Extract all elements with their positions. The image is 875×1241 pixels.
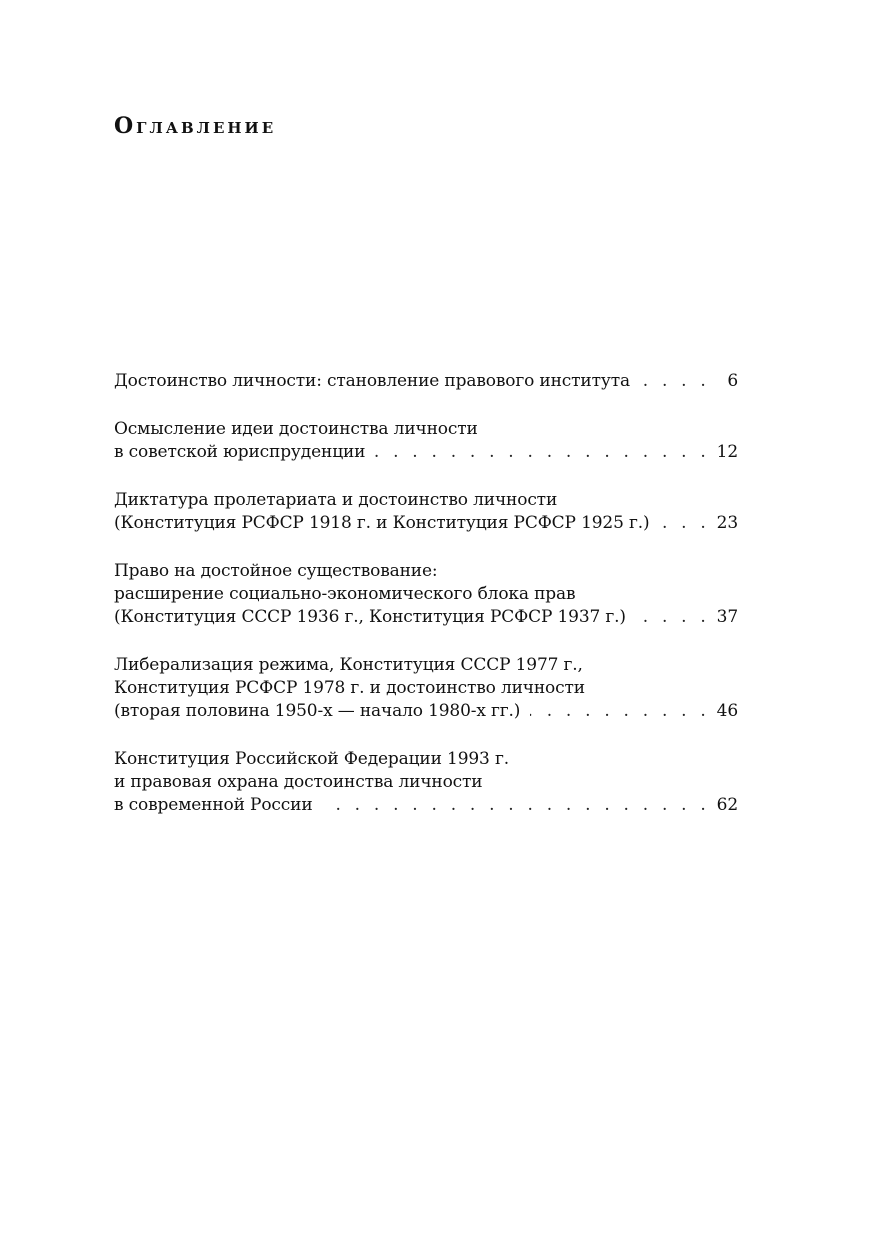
toc-entry-title-line: Достоинство личности: становление правового института: [114, 371, 630, 391]
toc-page-number: 6: [727, 371, 738, 391]
toc-page-number: 46: [716, 701, 738, 721]
toc-entry-title-line: и правовая охрана достоинства личности: [114, 772, 483, 792]
dot-leader: [530, 700, 710, 723]
toc-entry-title-line: в советской юриспруденции: [114, 442, 366, 462]
dot-leader: [659, 512, 710, 535]
toc-entry[interactable]: [114, 654, 738, 723]
toc-entry-title-line: Осмысление идеи достоинства личности: [114, 419, 478, 439]
page-title: Оглавление: [114, 113, 277, 139]
toc-page-number: 62: [716, 795, 738, 815]
toc-entry-title-line: Конституция РСФСР 1978 г. и достоинство личности: [114, 678, 585, 698]
toc-entry-title-line: расширение социально-экономического блока прав: [114, 584, 576, 604]
toc-entry-last-line: [114, 512, 738, 535]
dot-leader: [323, 794, 710, 817]
toc-page-number: 37: [716, 607, 738, 627]
toc-page-number: 23: [716, 513, 738, 533]
toc-entry[interactable]: [114, 748, 738, 817]
toc-entry[interactable]: [114, 370, 738, 393]
toc-entry[interactable]: [114, 560, 738, 629]
toc-entry-last-line: [114, 370, 738, 393]
toc-entry-title-line: Конституция Российской Федерации 1993 г.: [114, 749, 509, 769]
toc-entry-last-line: [114, 794, 738, 817]
toc-entry-last-line: [114, 606, 738, 629]
toc-page-number: 12: [716, 442, 738, 462]
toc-entry-title-line: (Конституция РСФСР 1918 г. и Конституция РСФСР 1925 г.): [114, 513, 650, 533]
table-of-contents: [114, 370, 738, 842]
toc-entry-title-line: Диктатура пролетариата и достоинство личности: [114, 490, 558, 510]
toc-entry-title-line: Либерализация режима, Конституция СССР 1977 г.,: [114, 655, 583, 675]
toc-entry-last-line: [114, 700, 738, 723]
toc-entry[interactable]: [114, 418, 738, 464]
toc-entry-title-line: Право на достойное существование:: [114, 561, 438, 581]
toc-entry[interactable]: [114, 489, 738, 535]
toc-entry-title-line: (Конституция СССР 1936 г., Конституция РСФСР 1937 г.): [114, 607, 626, 627]
toc-entry-title-line: в современной России: [114, 795, 313, 815]
dot-leader: [375, 441, 710, 464]
dot-leader: [640, 370, 710, 393]
toc-entry-last-line: [114, 441, 738, 464]
toc-entry-title-line: (вторая половина 1950-х — начало 1980-х гг.): [114, 701, 521, 721]
dot-leader: [636, 606, 710, 629]
